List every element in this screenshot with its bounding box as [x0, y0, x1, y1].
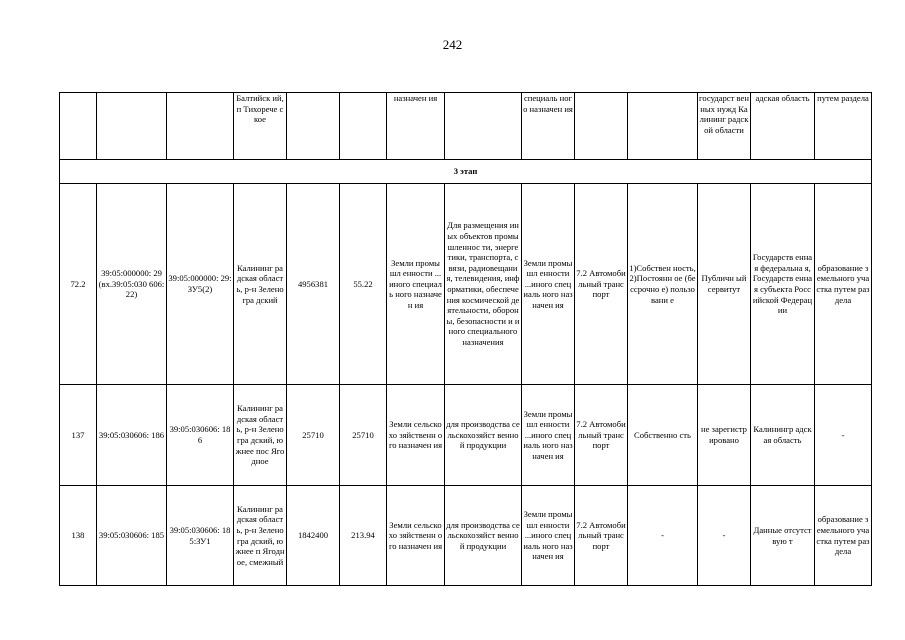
table-cell: [60, 93, 97, 160]
table-cell: Земли промышл енности ...иного специаль ного назначен ия: [522, 385, 575, 486]
table-cell: [445, 93, 522, 160]
table-cell: [97, 93, 167, 160]
table-cell: Калининг радская область, р-н Зеленогра дский: [234, 184, 287, 385]
table-cell: 39:05:030606: 186: [97, 385, 167, 486]
table-cell: 7.2 Автомоби льный транспорт: [575, 184, 628, 385]
table-cell: 39:05:030606: 185: [97, 486, 167, 586]
table-row: [60, 385, 872, 486]
stage-label: 3 этап: [60, 160, 872, 184]
table-cell: Земли промышл енности ...иного специаль ного назначен ия: [522, 184, 575, 385]
table-cell: не зарегистр ировано: [698, 385, 751, 486]
table-cell: -: [815, 385, 872, 486]
table-cell: 137: [60, 385, 97, 486]
table-cell: Для размещения иных объектов промышленнос ти, энергетики, транспорта, связи, радиовещания, телевидения, информатики, обеспечения космической деятельности, обороны, безопасности и иного специального назначения: [445, 184, 522, 385]
table-cell: образование земельного участка путем раздела: [815, 486, 872, 586]
table-cell: [167, 93, 234, 160]
table-cell: -: [628, 486, 698, 586]
table-cell: 55.22: [340, 184, 387, 385]
table-cell: назначен ия: [387, 93, 445, 160]
table-cell: 25710: [340, 385, 387, 486]
table-row: [60, 486, 872, 586]
table-cell: Данные отсутствую т: [751, 486, 815, 586]
table-cell: Земли промышл енности ...иного специаль ного назначен ия: [522, 486, 575, 586]
table-cell: государст венных нужд Калининг радской области: [698, 93, 751, 160]
table-cell: Калининг радская область, р-н Зеленогра дский, южнее п Ягодное, смежный: [234, 486, 287, 586]
table-cell: 7.2 Автомоби льный транспорт: [575, 486, 628, 586]
table-cell: для производства сельскохозяйст венной продукции: [445, 486, 522, 586]
table-cell: адская область: [751, 93, 815, 160]
table-row-continued: [60, 93, 872, 160]
table-cell: Земли сельскохо зяйственн ого назначен ия: [387, 486, 445, 586]
table-cell: Калининг радская область, р-н Зеленогра дский, южнее пос Ягодное: [234, 385, 287, 486]
table-cell: [340, 93, 387, 160]
table-cell: Земли промышл енности ...иного специаль ного назначен ия: [387, 184, 445, 385]
land-plots-table: [59, 92, 872, 586]
table-cell: [287, 93, 340, 160]
table-cell: 138: [60, 486, 97, 586]
table-cell: [575, 93, 628, 160]
table-cell: 1842400: [287, 486, 340, 586]
table-cell: [628, 93, 698, 160]
page-number: 242: [442, 37, 463, 52]
table-cell: 72.2: [60, 184, 97, 385]
table-row: [60, 184, 872, 385]
table-cell: 4956381: [287, 184, 340, 385]
table-cell: -: [698, 486, 751, 586]
table-cell: образование земельного участка путем раздела: [815, 184, 872, 385]
table-cell: для производства сельскохозяйст венной продукции: [445, 385, 522, 486]
table-cell: 213.94: [340, 486, 387, 586]
table-cell: 39:05:030606: 186: [167, 385, 234, 486]
table-cell: Земли сельскохо зяйственн ого назначен ия: [387, 385, 445, 486]
table-cell: 39:05:000000: 29:ЗУ5(2): [167, 184, 234, 385]
table-cell: 25710: [287, 385, 340, 486]
table-cell: 39:05:030606: 185:ЗУ1: [167, 486, 234, 586]
stage-row: [60, 160, 872, 184]
table-cell: путем раздела: [815, 93, 872, 160]
table-cell: Балтийск ий, п Тихоречe ское: [234, 93, 287, 160]
table-cell: 7.2 Автомоби льный транспорт: [575, 385, 628, 486]
table-cell: специаль ного назначен ия: [522, 93, 575, 160]
table-cell: 39:05:000000: 29 (вх.39:05:030 606:22): [97, 184, 167, 385]
table-cell: Государств енная федеральна я, Государств енная субъекта Российской Федерации: [751, 184, 815, 385]
table-cell: Собственно сть: [628, 385, 698, 486]
table-cell: Публичн ый сервитут: [698, 184, 751, 385]
table-cell: Калинингр адская область: [751, 385, 815, 486]
table-cell: 1)Собствен ность, 2)Постоянн ое (бессрочно е) пользовани е: [628, 184, 698, 385]
